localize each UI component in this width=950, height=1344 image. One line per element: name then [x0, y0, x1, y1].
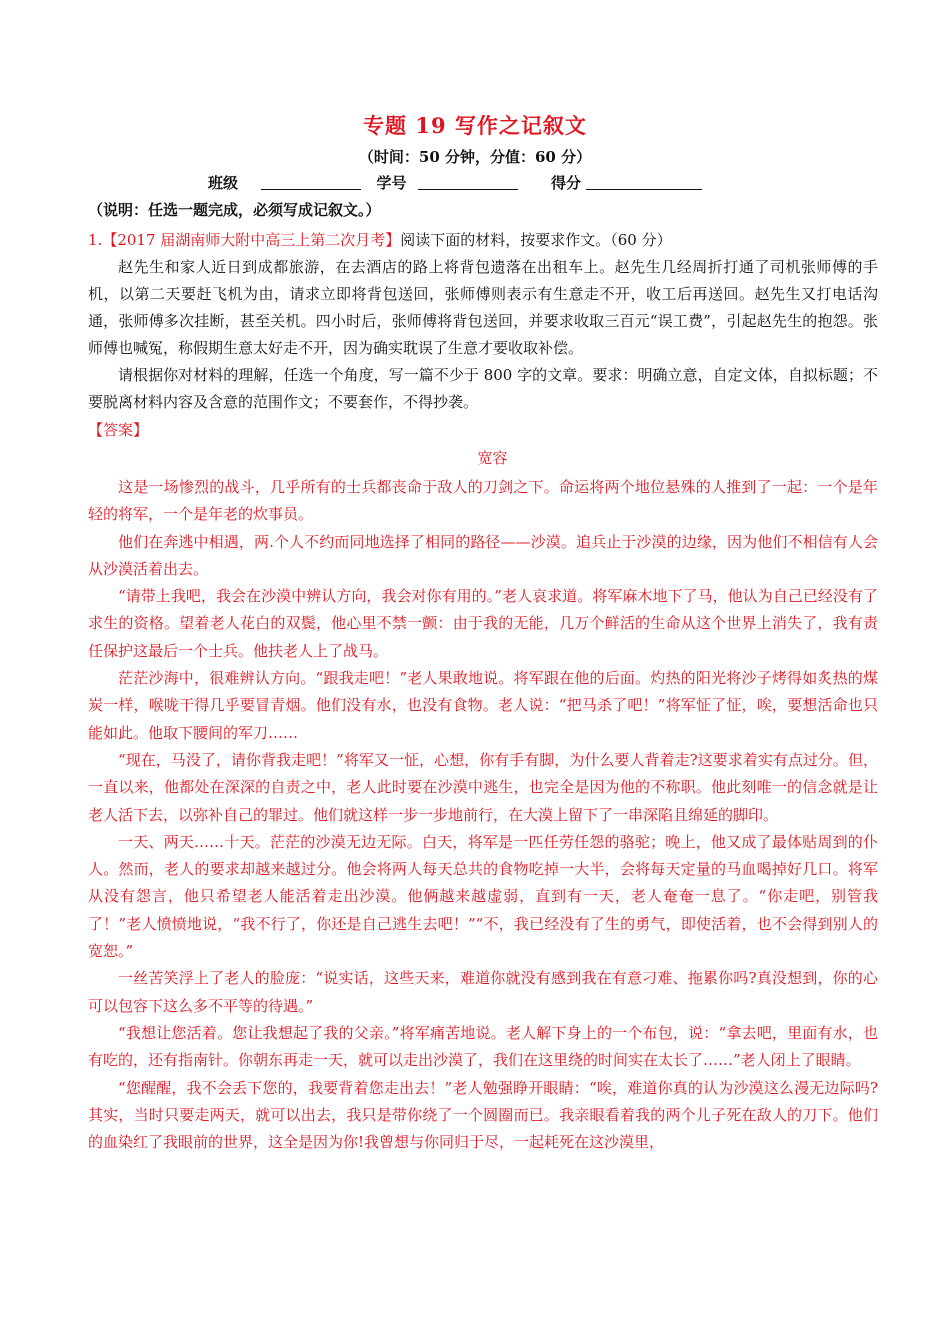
- essay-paragraph: 这是一场惨烈的战斗，几乎所有的士兵都丧命于敌人的刀剑之下。命运将两个地位悬殊的人推到了一起：一个是年轻的将军，一个是年老的炊事员。: [88, 478, 878, 524]
- essay-paragraph: 一天、两天……十天。茫茫的沙漠无边无际。白天，将军是一匹任劳任怨的骆驼；晚上，他又成了最体贴周到的仆人。然而，老人的要求却越来越过分。他会将两人每天总共的食物吃掉一大半，会将每天定量的马血喝掉好几口。将军从没有怨言，他只希望老人能活着走出沙漠。他俩越来越虚弱，直到有一天，老人奄奄一息了。“你走吧，别管我了！”老人愤愤地说，“我不行了，你还是自己逃生去吧！”“不，我已经没有了生的勇气，即使活着，也不会得到别人的宽恕。”: [88, 832, 878, 961]
- exam-time-score: （时间：50 分钟，分值：60 分）: [358, 148, 592, 166]
- class-blank: [261, 175, 361, 190]
- essay-paragraph: 他们在奔逃中相遇，两.个人不约而同地选择了相同的路径——沙漠。追兵止于沙漠的边缘，因为他们不相信有人会从沙漠活着出去。: [88, 532, 878, 578]
- essay-paragraph: “我想让您活着。您让我想起了我的父亲。”将军痛苦地说。老人解下身上的一个布包，说：“拿去吧，里面有水，也有吃的，还有指南针。你朝东再走一天，就可以走出沙漠了，我们在这里绕的时间实在太长了……”老人闭上了眼睛。: [88, 1023, 878, 1070]
- answer-label: 【答案】: [88, 421, 149, 439]
- class-label: 班级: [208, 174, 239, 192]
- student-no-label: 学号: [376, 174, 407, 192]
- essay-paragraph: 茫茫沙海中，很难辨认方向。“跟我走吧！”老人果敢地说。将军跟在他的后面。灼热的阳光将沙子烤得如炙热的煤炭一样，喉咙干得几乎要冒青烟。他们没有水，也没有食物。老人说：“把马杀了吧！”将军怔了怔，唉，要想活命也只能如此。他取下腰间的军刀……: [88, 669, 878, 742]
- essay-body: [88, 474, 878, 1156]
- question-source: 【2017 届湖南师大附中高三上第二次月考】: [102, 231, 401, 249]
- score-blank: [586, 175, 702, 190]
- essay-title: 宽容: [477, 449, 508, 467]
- question-prompt: 阅读下面的材料，按要求作文。（60 分）: [400, 231, 672, 249]
- material-paragraph: 赵先生和家人近日到成都旅游，在去酒店的路上将背包遗落在出租车上。赵先生几经周折打通了司机张师傅的手机，以第二天要赶飞机为由，请求立即将背包送回，张师傅则表示有生意走不开，收工后再送回。赵先生又打电话沟通，张师傅多次挂断，甚至关机。四小时后，张师傅将背包送回，并要求收取三百元“误工费”，引起赵先生的抱怨。张师傅也喊冤，称假期生意太好走不开，因为确实耽误了生意才要收取补偿。: [88, 258, 878, 357]
- material-paragraph: 请根据你对材料的理解，任选一个角度，写一篇不少于 800 字的文章。要求：明确立意，自定文体，自拟标题；不要脱离材料内容及含意的范围作文；不要套作，不得抄袭。: [88, 366, 878, 411]
- question-heading: [88, 227, 878, 254]
- student-info-line: [208, 172, 702, 193]
- student-no-blank: [418, 175, 518, 190]
- essay-paragraph: “现在，马没了，请你背我走吧！”将军又一怔，心想，你有手有脚，为什么要人背着走?这要求着实有点过分。但，一直以来，他都处在深深的自责之中，老人此时要在沙漠中逃生，也完全是因为他的不称职。他此刻唯一的信念就是让老人活下去，以弥补自己的罪过。他们就这样一步一步地前行，在大漠上留下了一串深陷且绵延的脚印。: [88, 750, 878, 824]
- essay-paragraph: “请带上我吧，我会在沙漠中辨认方向，我会对你有用的。”老人哀求道。将军麻木地下了马，他认为自己已经没有了求生的资格。望着老人花白的双鬓，他心里不禁一颤：由于我的无能，几万个鲜活的生命从这个世界上消失了，我有责任保护这最后一个士兵。他扶老人上了战马。: [88, 587, 878, 660]
- essay-paragraph: 一丝苦笑浮上了老人的脸庞：“说实话，这些天来，难道你就没有感到我在有意刁难、拖累你吗?真没想到，你的心可以包容下这么多不平等的待遇。”: [88, 969, 878, 1015]
- page-title: 专题 19 写作之记叙文: [363, 113, 587, 138]
- question-number: 1.: [88, 231, 103, 249]
- score-label: 得分: [550, 174, 581, 192]
- question-material: [88, 254, 878, 416]
- instruction-note: （说明：任选一题完成，必须写成记叙文。）: [88, 201, 381, 219]
- essay-paragraph: “您醒醒，我不会丢下您的，我要背着您走出去！”老人勉强睁开眼睛：“唉，难道你真的认为沙漠这么漫无边际吗?其实，当时只要走两天，就可以出去，我只是带你绕了一个圆圈而已。我亲眼看着我的两个儿子死在敌人的刀下。他们的血染红了我眼前的世界，这全是因为你!我曾想与你同归于尽，一起耗死在这沙漠里，: [88, 1078, 878, 1152]
